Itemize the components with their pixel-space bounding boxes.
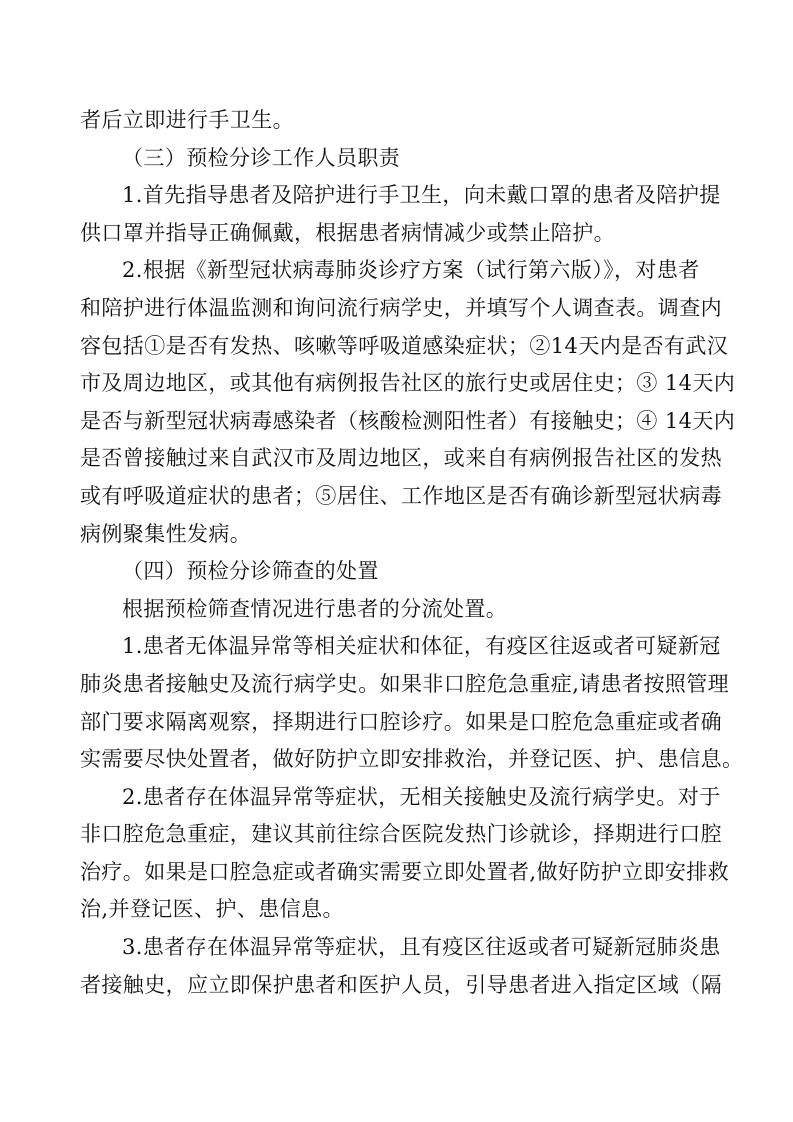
text-line: 1.首先指导患者及陪护进行手卫生，向未戴口罩的患者及陪护提 <box>122 183 721 208</box>
text-line: 根据预检筛查情况进行患者的分流处置。 <box>122 596 508 621</box>
text-line: 供口罩并指导正确佩戴，根据患者病情减少或禁止陪护。 <box>80 220 615 245</box>
text-line: 或有呼吸道症状的患者；⑤居住、工作地区是否有确诊新型冠状病毒 <box>80 483 722 508</box>
text-line: 是否曾接触过来自武汉市及周边地区，或来自有病例报告社区的发热 <box>80 446 722 471</box>
text-line: 2.患者存在体温异常等症状，无相关接触史及流行病学史。对于 <box>122 784 721 809</box>
section-heading: （四）预检分诊筛查的处置 <box>122 559 379 584</box>
text-line: 者接触史，应立即保护患者和医护人员，引导患者进入指定区域（隔 <box>80 972 722 997</box>
text-line: 2.根据《新型冠状病毒肺炎诊疗方案（试行第六版）》，对患者 <box>122 258 700 283</box>
text-line: 肺炎患者接触史及流行病学史。如果非口腔危急重症,请患者按照管理 <box>80 671 730 696</box>
text-line: 非口腔危急重症，建议其前往综合医院发热门诊就诊，择期进行口腔 <box>80 822 722 847</box>
section-heading: （三）预检分诊工作人员职责 <box>122 145 401 170</box>
text-line: 3.患者存在体温异常等症状，且有疫区往返或者可疑新冠肺炎患 <box>122 935 721 960</box>
text-line: 实需要尽快处置者，做好防护立即安排救治，并登记医、护、患信息。 <box>80 747 744 772</box>
text-line: 市及周边地区，或其他有病例报告社区的旅行史或居住史；③ 14天内 <box>80 371 736 396</box>
text-line: 者后立即进行手卫生。 <box>80 108 294 132</box>
text-line: 治疗。如果是口腔急症或者确实需要立即处置者,做好防护立即安排救 <box>80 859 730 884</box>
text-line: 和陪护进行体温监测和询问流行病学史，并填写个人调查表。调查内 <box>80 295 722 320</box>
text-line: 病例聚集性发病。 <box>80 521 252 546</box>
text-line: 治,并登记医、护、患信息。 <box>80 897 344 922</box>
text-line: 1.患者无体温异常等相关症状和体征，有疫区往返或者可疑新冠 <box>122 634 721 659</box>
text-line: 容包括①是否有发热、咳嗽等呼吸道感染症状；②14天内是否有武汉 <box>80 333 729 358</box>
text-line: 部门要求隔离观察，择期进行口腔诊疗。如果是口腔危急重症或者确 <box>80 709 722 734</box>
text-line: 是否与新型冠状病毒感染者（核酸检测阳性者）有接触史；④ 14天内 <box>80 408 736 433</box>
